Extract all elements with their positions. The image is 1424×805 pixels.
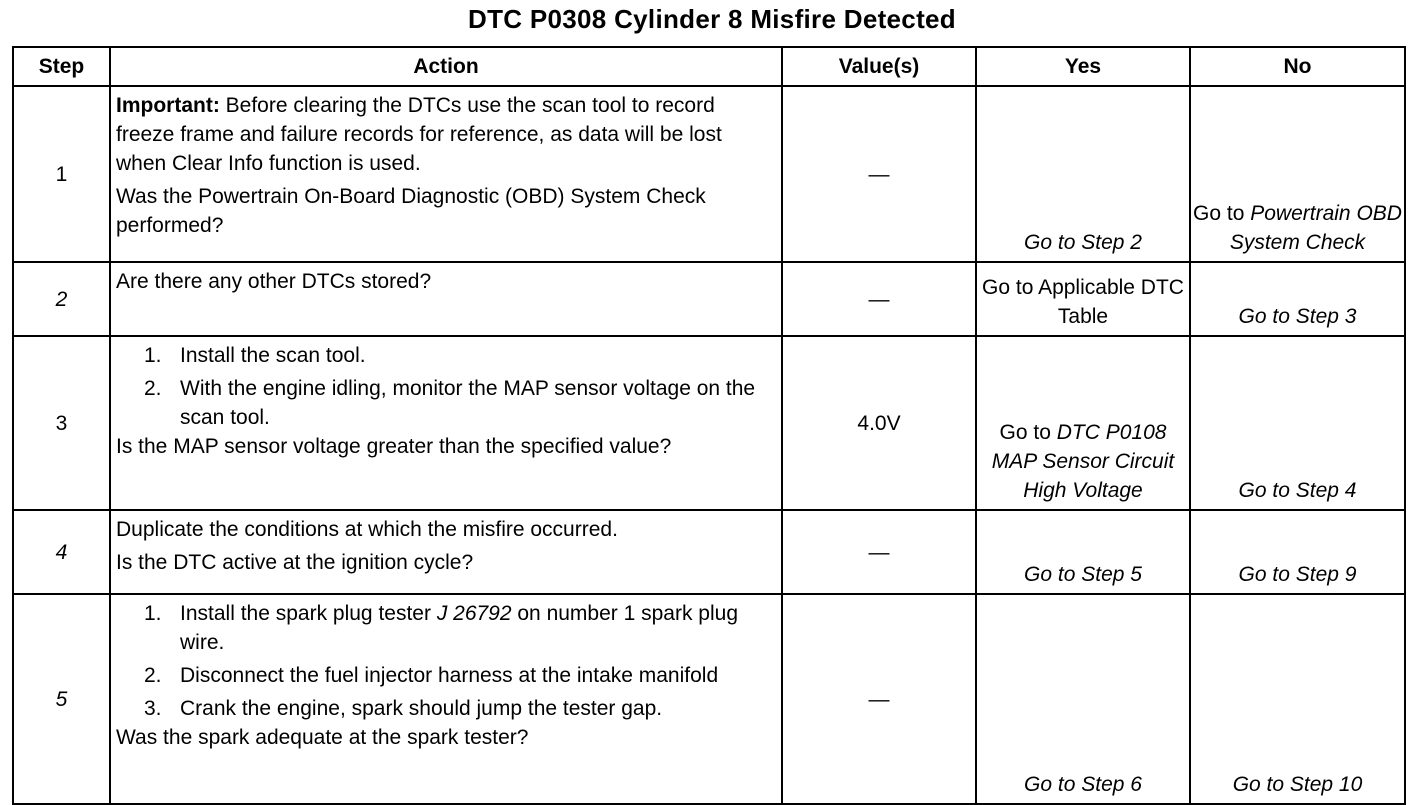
no-cell — [1190, 594, 1405, 804]
action-steps — [116, 599, 775, 723]
tool-number: J 26792 — [436, 602, 512, 625]
value-cell: — — [782, 86, 976, 262]
yes-link: Go to Step 2 — [1024, 231, 1142, 254]
value-cell: — — [782, 594, 976, 804]
action-question: Is the MAP sensor voltage greater than the specified value? — [116, 435, 672, 458]
no-cell — [1190, 262, 1405, 336]
yes-cell — [976, 86, 1190, 262]
action-cell — [110, 594, 782, 804]
action-steps — [116, 341, 775, 432]
yes-prefix: Go to — [999, 421, 1057, 444]
value-cell: — — [782, 510, 976, 594]
important-label: Important: — [116, 94, 220, 117]
yes-link: Go to Step 6 — [1024, 773, 1142, 796]
no-link: Powertrain OBD System Check — [1229, 202, 1402, 254]
no-cell — [1190, 336, 1405, 510]
action-cell — [110, 336, 782, 510]
action-instruction: Duplicate the conditions at which the misfire occurred. — [116, 518, 618, 541]
diagnostic-table — [12, 46, 1406, 805]
header-no: No — [1190, 47, 1405, 86]
table-row — [13, 86, 1405, 262]
action-cell — [110, 86, 782, 262]
no-prefix: Go to — [1193, 202, 1251, 225]
step-number: 1 — [13, 86, 110, 262]
no-link: Go to Step 3 — [1238, 305, 1357, 328]
header-values: Value(s) — [782, 47, 976, 86]
action-question: Is the DTC active at the ignition cycle? — [116, 551, 474, 574]
list-item: 1. Install the spark plug tester J 26792 on number 1 spark plug wire. — [144, 602, 739, 654]
yes-cell: Go to Applicable DTC Table — [976, 262, 1190, 336]
table-row — [13, 262, 1405, 336]
header-yes: Yes — [976, 47, 1190, 86]
step-number: 4 — [13, 510, 110, 594]
important-text: Before clearing the DTCs use the scan tool to record freeze frame and failure records for reference, as data will be lost when Clear Info function is used. — [116, 94, 722, 175]
action-question: Was the spark adequate at the spark tester? — [116, 726, 529, 749]
important-note — [116, 91, 775, 178]
yes-link: Go to Step 5 — [1024, 563, 1142, 586]
table-row — [13, 336, 1405, 510]
action-question: Are there any other DTCs stored? — [116, 270, 432, 293]
yes-cell — [976, 510, 1190, 594]
table-row — [13, 594, 1405, 804]
action-cell — [110, 262, 782, 336]
value-cell: — — [782, 262, 976, 336]
page-title: DTC P0308 Cylinder 8 Misfire Detected — [468, 4, 956, 34]
list-item: 1. Install the scan tool. — [144, 344, 366, 367]
yes-cell — [976, 336, 1190, 510]
no-link: Go to Step 9 — [1238, 563, 1357, 586]
list-item: 2. With the engine idling, monitor the MAP sensor voltage on the scan tool. — [144, 377, 756, 429]
no-cell — [1190, 510, 1405, 594]
value-cell: 4.0V — [782, 336, 976, 510]
yes-cell — [976, 594, 1190, 804]
list-item: 2. Disconnect the fuel injector harness at the intake manifold — [144, 664, 719, 687]
header-row — [13, 47, 1405, 86]
header-action: Action — [110, 47, 782, 86]
list-item: 3. Crank the engine, spark should jump the tester gap. — [144, 697, 663, 720]
header-step: Step — [13, 47, 110, 86]
step-number: 3 — [13, 336, 110, 510]
yes-link: DTC P0108 MAP Sensor Circuit High Voltage — [991, 421, 1175, 502]
action-question: Was the Powertrain On-Board Diagnostic (OBD) System Check performed? — [116, 185, 706, 237]
no-link: Go to Step 4 — [1238, 479, 1357, 502]
no-cell — [1190, 86, 1405, 262]
step-number: 5 — [13, 594, 110, 804]
table-row — [13, 510, 1405, 594]
no-link: Go to Step 10 — [1232, 773, 1363, 796]
action-cell — [110, 510, 782, 594]
step-number: 2 — [13, 262, 110, 336]
